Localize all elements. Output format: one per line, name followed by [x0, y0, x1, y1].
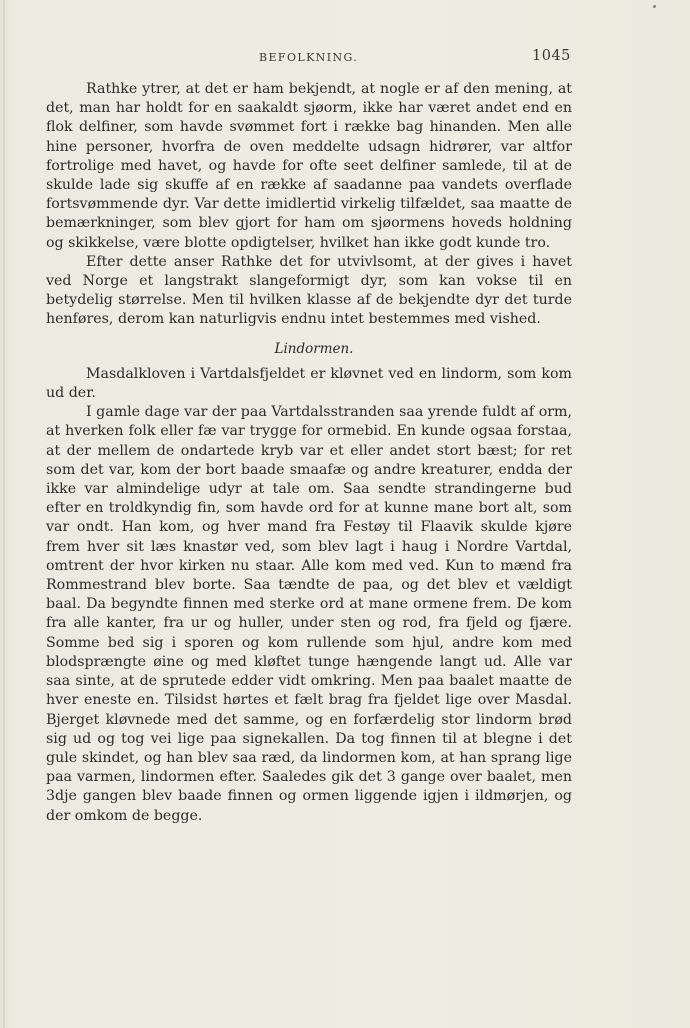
paragraph-rathke-conclusion: Efter dette anser Rathke det for utvivlsomt, at der gives i havet ved Norge et langstrakt slangeformigt dyr, som kan vokse til en betydelig størrelse. Men til hvilken klasse af de bekjendte dyr det turde henføres, derom kan naturligvis endnu intet bestemmes med vished.	[46, 253, 572, 328]
paragraph-masdalkloven: Masdalkloven i Vartdalsfjeldet er kløvnet ved en lindorm, som kom ud der.	[46, 365, 572, 402]
running-title: BEFOLKNING.	[259, 51, 359, 64]
paragraph-vartdal-legend: I gamle dage var der paa Vartdalsstranden saa yrende fuldt af orm, at hverken folk eller fæ var trygge for ormebid. En kunde ogsaa forstaa, at der mellem de ondartede kryb var et eller andet stort bæst; for ret som det var, kom der bort baade smaafæ og andre kreaturer, endda der ikke var almindelige udyr at tale om. Saa sendte strandingerne bud efter en troldkyndig fin, som havde ord for at kunne mane bort alt, som var ondt. Han kom, og hver mand fra Festøy til Flaavik skulde kjøre frem hver sit læs knastør ved, som blev lagt i haug i Nordre Vartdal, omtrent der hvor kirken nu staar. Alle kom med ved. Kun to mænd fra Rommestrand blev borte. Saa tændte de paa, og det blev et vældigt baal. Da begyndte finnen med sterke ord at mane ormene frem. De kom fra alle kanter, fra ur og huller, under sten og rod, fra fjeld og fjære. Somme bed sig i sporen og kom rullende som hjul, andre kom med blodsprængte øine og med kløftet tunge hængende langt ud. Alle var saa sinte, at de sprutede edder vidt omkring. Men paa baalet maatte de hver eneste en. Tilsidst hørtes et fælt brag fra fjeldet lige over Masdal. Bjerget kløvnede med det samme, og en forfærdelig stor lindorm brød sig ud og tog vei lige paa signekallen. Da tog finnen til at blegne i det gule skindet, og han blev saa ræd, da lindormen kom, at han sprang lige paa varmen, lindormen efter. Saaledes gik det 3 gange over baalet, men 3dje gangen blev baade finnen og ormen liggende igjen i ildmørjen, og der omkom de begge.	[46, 404, 572, 824]
body-text	[46, 80, 572, 826]
page-number: 1045	[532, 48, 571, 64]
print-speck	[653, 5, 656, 8]
page-gutter-shadow	[3, 0, 5, 1028]
paragraph-rathke-opinion: Rathke ytrer, at det er ham bekjendt, at nogle er af den mening, at det, man har holdt for en saakaldt sjøorm, ikke har været andet end en flok delfiner, som havde svømmet fort i række bag hinanden. Men alle hine personer, hvorfra de oven meddelte udsagn hidrører, var altfor fortrolige med havet, og havde for ofte seet delfiner samlede, til at de skulde lade sig skuffe af en række af saadanne paa vandets overflade fortsvømmende dyr. Var dette imidlertid virkelig tilfældet, saa maatte de bemærkninger, som blev gjort for ham om sjøormens hoveds holdning og skikkelse, være blotte opdigtelser, hvilket han ikke godt kunde tro.	[46, 81, 572, 251]
page-header	[0, 48, 690, 68]
section-heading-lindormen: Lindormen.	[274, 340, 354, 357]
